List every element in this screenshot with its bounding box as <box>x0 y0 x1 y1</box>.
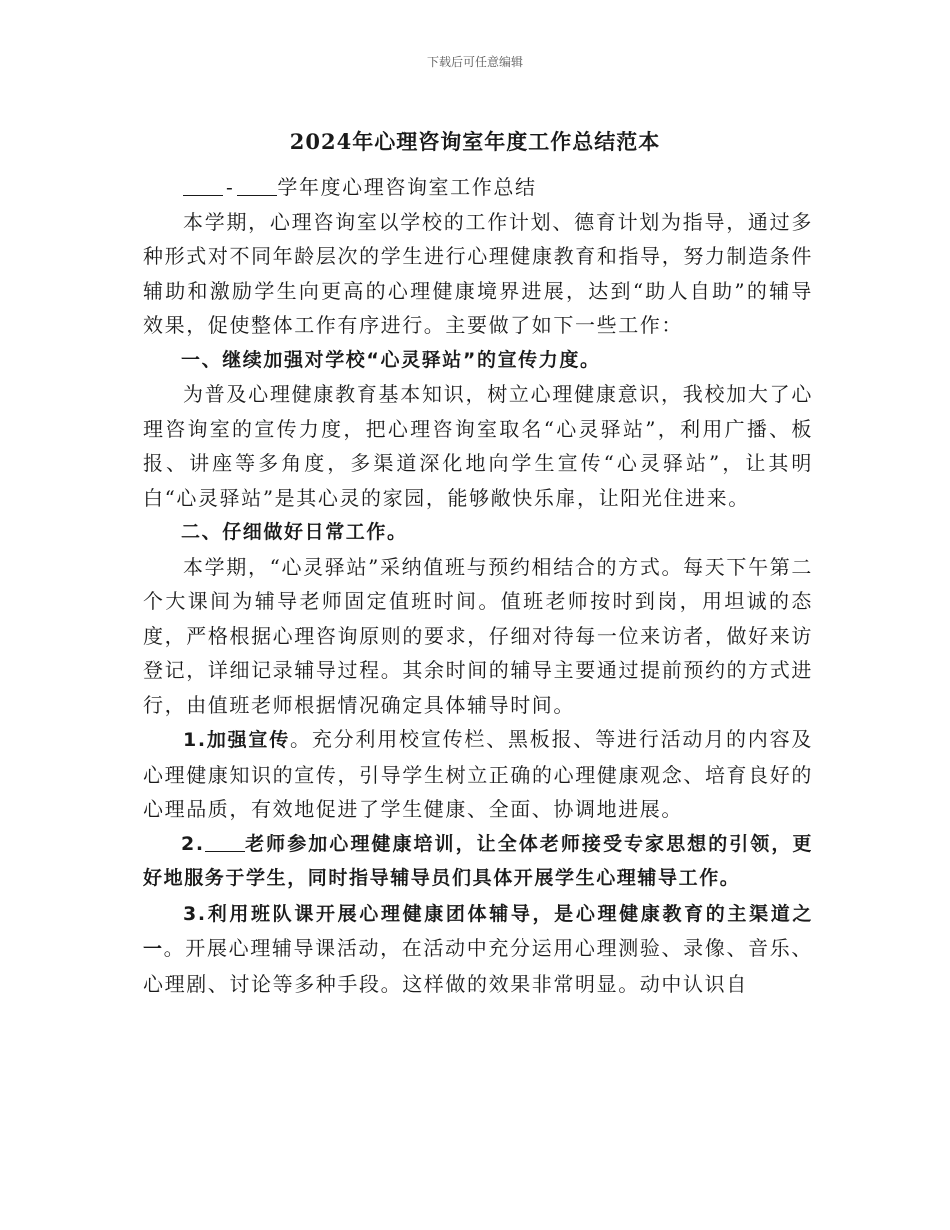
header-note: 下载后可任意编辑 <box>426 55 523 69</box>
item2-prefix: 2. <box>181 832 205 855</box>
item2-body: 老师参加心理健康培训，让全体老师接受专家思想的引领，更好地服务于学生，同时指导辅导员们具体开展学生心理辅导工作。 <box>143 832 813 889</box>
item3-lead: 3.利用班队课开展心理健康团体辅导，是心理健康教育的主渠道之一 <box>143 902 813 960</box>
year-blank <box>237 177 277 196</box>
section1-paragraph: 为普及心理健康教育基本知识，树立心理健康意识，我校加大了心理咨询室的宣传力度，把心理咨询室取名“心灵驿站”，利用广播、板报、讲座等多角度，多渠道深化地向学生宣传“心灵驿站”，让其明白“心灵驿站”是其心灵的家园，能够敞快乐扉，让阳光住进来。 <box>143 382 813 510</box>
section2-heading: 二、仔细做好日常工作。 <box>181 521 408 543</box>
item1-paragraph <box>143 722 813 827</box>
subtitle-text: 学年度心理咨询室工作总结 <box>277 175 537 199</box>
section2-paragraph: 本学期，“心灵驿站”采纳值班与预约相结合的方式。每天下午第二个大课间为辅导老师固定值班时间。值班老师按时到岗，用坦诚的态度，严格根据心理咨询原则的要求，仔细对待每一位来访者，做好来访登记，详细记录辅导过程。其余时间的辅导主要通过提前预约的方式进行，由值班老师根据情况确定具体辅导时间。 <box>143 554 813 717</box>
year-blank <box>183 177 223 196</box>
item2-paragraph <box>143 827 813 896</box>
subtitle-line <box>143 170 813 205</box>
section1-heading: 一、继续加强对学校“心灵驿站”的宣传力度。 <box>181 348 601 371</box>
item2-blank <box>205 833 245 852</box>
item3-body: 。开展心理辅导课活动，在活动中充分运用心理测验、录像、音乐、心理剧、讨论等多种手段。这样做的效果非常明显。动中认识自 <box>143 936 813 996</box>
subtitle-dash: - <box>226 175 235 199</box>
intro-paragraph: 本学期，心理咨询室以学校的工作计划、德育计划为指导，通过多种形式对不同年龄层次的学生进行心理健康教育和指导，努力制造条件辅助和激励学生向更高的心理健康境界进展，达到“助人自助”的辅导效果，促使整体工作有序进行。主要做了如下一些工作： <box>143 209 813 337</box>
item1-body: 。充分利用校宣传栏、黑板报、等进行活动月的内容及心理健康知识的宣传，引导学生树立正确的心理健康观念、培育良好的心理品质，有效地促进了学生健康、全面、协调地进展。 <box>143 727 813 821</box>
document-body <box>143 170 813 1001</box>
item3-paragraph <box>143 896 813 1002</box>
item1-lead: 1.加强宣传 <box>183 729 291 751</box>
document-title: 2024年心理咨询室年度工作总结范本 <box>289 129 661 154</box>
